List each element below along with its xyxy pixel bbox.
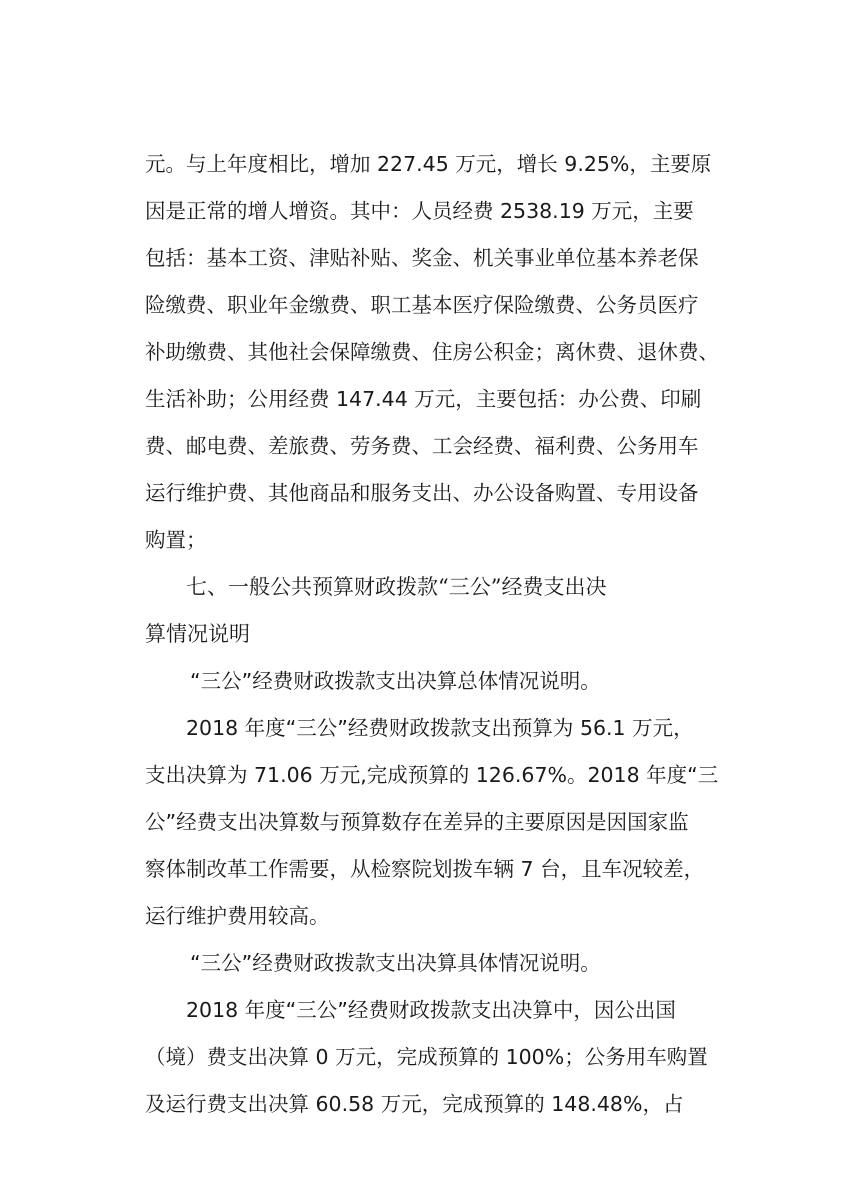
paragraph-line: 运行维护费、其他商品和服务支出、办公设备购置、专用设备 [145,481,699,505]
paragraph-line: 包括：基本工资、津贴补贴、奖金、机关事业单位基本养老保 [145,246,699,270]
paragraph-line: 费、邮电费、差旅费、劳务费、工会经费、福利费、公务用车 [145,434,699,458]
paragraph-line: 元。与上年度相比，增加 227.45 万元，增长 9.25%，主要原 [145,152,712,176]
subheading: “三公”经费财政拨款支出决算具体情况说明。 [190,951,601,975]
paragraph-line: 补助缴费、其他社会保障缴费、住房公积金；离休费、退休费、 [145,340,719,364]
paragraph-line: 生活补助；公用经费 147.44 万元，主要包括：办公费、印刷 [145,387,702,411]
paragraph-line: 险缴费、职业年金缴费、职工基本医疗保险缴费、公务员医疗 [145,293,699,317]
subheading: “三公”经费财政拨款支出决算总体情况说明。 [190,669,601,693]
paragraph-line: 察体制改革工作需要，从检察院划拨车辆 7 台，且车况较差， [145,857,705,881]
paragraph-line: 支出决算为 71.06 万元,完成预算的 126.67%。2018 年度“三 [145,763,719,787]
paragraph-line: 购置； [145,528,207,552]
paragraph-line: 运行维护费用较高。 [145,904,330,928]
paragraph-line: （境）费支出决算 0 万元，完成预算的 100%；公务用车购置 [145,1045,708,1069]
section-heading-continuation: 算情况说明 [145,622,250,646]
paragraph-line: 公”经费支出决算数与预算数存在差异的主要原因是因国家监 [145,810,689,834]
section-heading: 七、一般公共预算财政拨款“三公”经费支出决 [186,575,607,599]
paragraph-line: 2018 年度“三公”经费财政拨款支出决算中，因公出国 [186,998,676,1022]
paragraph-line: 因是正常的增人增资。其中：人员经费 2538.19 万元，主要 [145,199,694,223]
paragraph-line: 2018 年度“三公”经费财政拨款支出预算为 56.1 万元， [186,716,694,740]
paragraph-line: 及运行费支出决算 60.58 万元，完成预算的 148.48%，占 [145,1092,684,1116]
